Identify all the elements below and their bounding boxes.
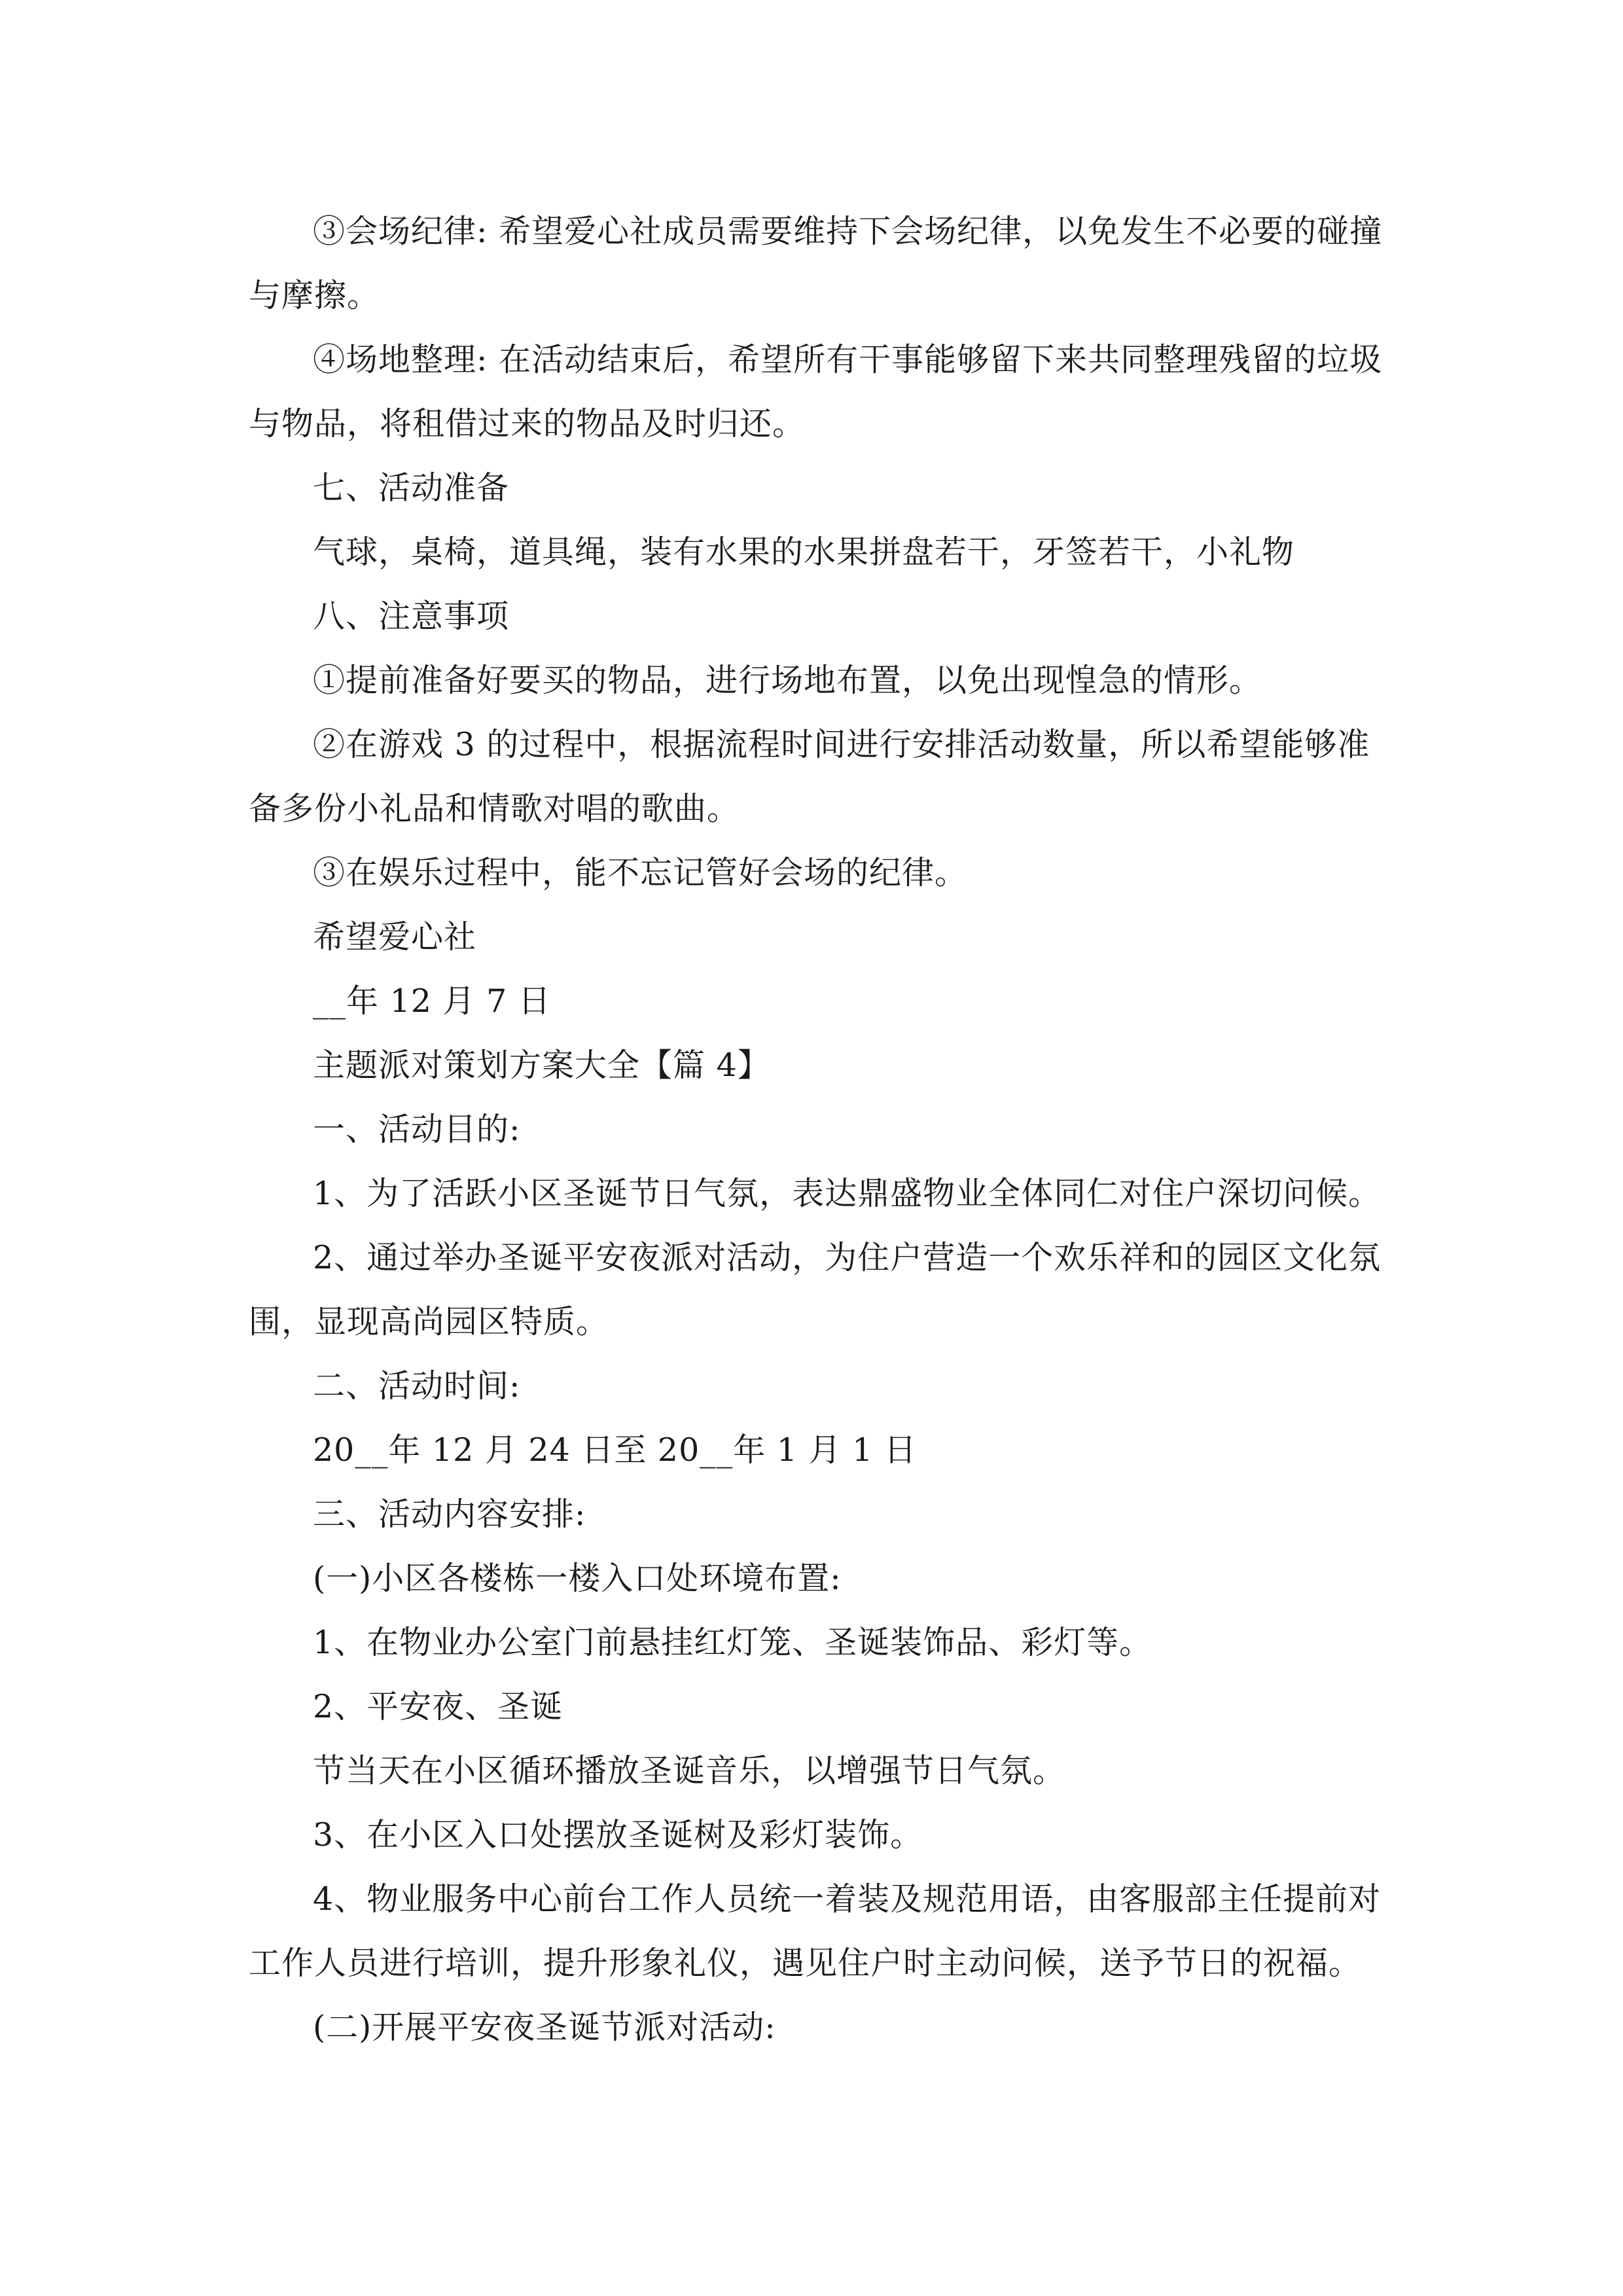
paragraph: 4、物业服务中心前台工作人员统一着装及规范用语，由客服部主任提前对工作人员进行培训，提升形象礼仪，遇见住户时主动问候，送予节日的祝福。 bbox=[249, 1880, 1382, 1982]
signature-date: __年 12 月 7 日 bbox=[313, 982, 551, 1020]
subsection-heading: (一)小区各楼栋一楼入口处环境布置: bbox=[313, 1560, 842, 1597]
paragraph: 2、通过举办圣诞平安夜派对活动，为住户营造一个欢乐祥和的园区文化氛围，显现高尚园区特质。 bbox=[249, 1239, 1382, 1340]
paragraph: ④场地整理: 在活动结束后，希望所有干事能够留下来共同整理残留的垃圾与物品，将租借过来的物品及时归还。 bbox=[249, 341, 1383, 442]
paragraph: 1、为了活跃小区圣诞节日气氛，表达鼎盛物业全体同仁对住户深切问候。 bbox=[313, 1175, 1382, 1212]
paragraph: 3、在小区入口处摆放圣诞树及彩灯装饰。 bbox=[313, 1816, 923, 1854]
section-heading: 三、活动内容安排: bbox=[313, 1496, 586, 1533]
document-body bbox=[249, 200, 1387, 2060]
article-title: 主题派对策划方案大全【篇 4】 bbox=[313, 1047, 770, 1084]
paragraph: 1、在物业办公室门前悬挂红灯笼、圣诞装饰品、彩灯等。 bbox=[313, 1624, 1152, 1661]
paragraph: 20__年 12 月 24 日至 20__年 1 月 1 日 bbox=[313, 1431, 917, 1469]
section-heading: 一、活动目的: bbox=[313, 1111, 521, 1148]
section-heading: 二、活动时间: bbox=[313, 1367, 521, 1405]
section-heading: 七、活动准备 bbox=[313, 469, 510, 507]
paragraph: ③在娱乐过程中，能不忘记管好会场的纪律。 bbox=[313, 854, 968, 891]
paragraph: 节当天在小区循环播放圣诞音乐，以增强节日气氛。 bbox=[313, 1752, 1066, 1789]
paragraph: ①提前准备好要买的物品，进行场地布置，以免出现惶急的情形。 bbox=[313, 662, 1262, 699]
paragraph: ③会场纪律: 希望爱心社成员需要维持下会场纪律，以免发生不必要的碰撞与摩擦。 bbox=[249, 213, 1383, 314]
paragraph: 气球，桌椅，道具绳，装有水果的水果拼盘若干，牙签若干，小礼物 bbox=[313, 533, 1295, 571]
subsection-heading: (二)开展平安夜圣诞节派对活动: bbox=[313, 2009, 776, 2046]
signature-organization: 希望爱心社 bbox=[313, 918, 477, 956]
paragraph: 2、平安夜、圣诞 bbox=[313, 1688, 563, 1725]
paragraph: ②在游戏 3 的过程中，根据流程时间进行安排活动数量，所以希望能够准备多份小礼品和情歌对唱的歌曲。 bbox=[249, 726, 1370, 827]
section-heading: 八、注意事项 bbox=[313, 598, 510, 635]
